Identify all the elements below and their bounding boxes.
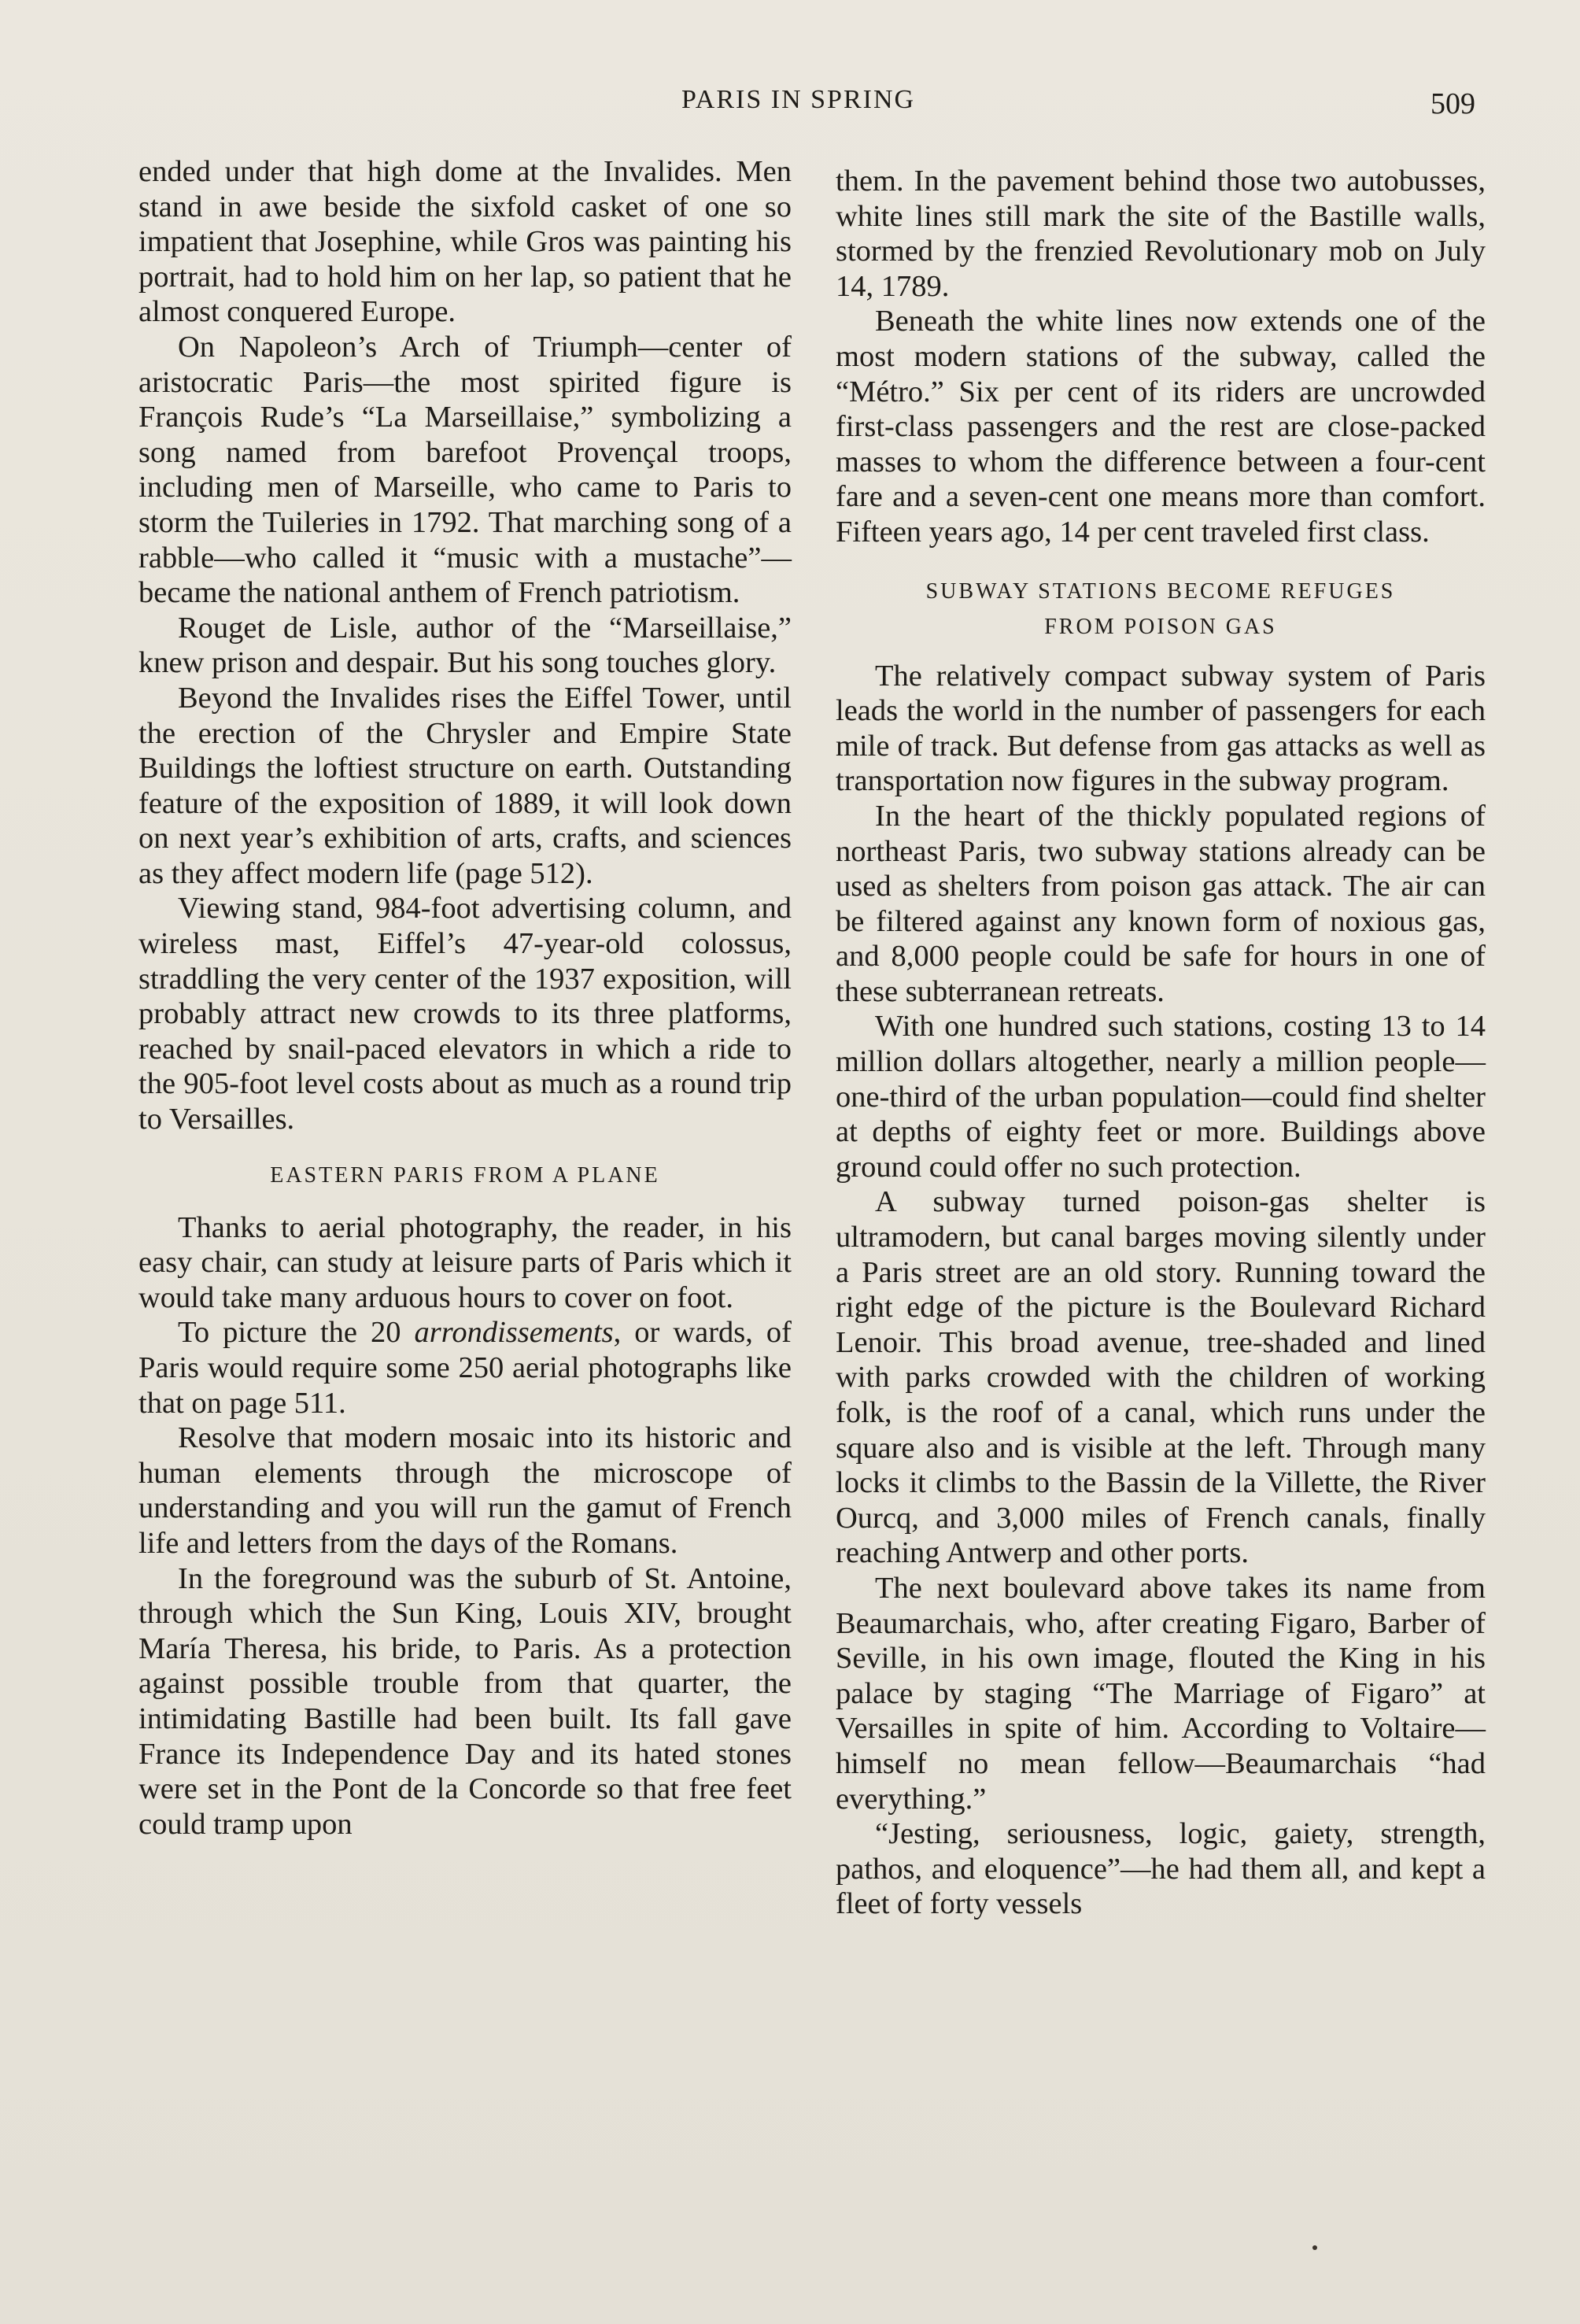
section-heading-line: SUBWAY STATIONS BECOME REFUGES bbox=[925, 578, 1396, 604]
section-heading: EASTERN PARIS FROM A PLANE bbox=[270, 1162, 660, 1188]
paragraph: On Napoleon’s Arch of Triumph—center of aristocratic Paris—the most spirited figure is François Rude’s “La Marseillaise,” symbolizing a song named from barefoot Provençal troops, including men of Marseille, who came to Paris to storm the Tuileries in 1792. That marching song of a rabble—who called it “music with a mustache”—became the national anthem of French patriotism. bbox=[138, 330, 792, 610]
ink-speck bbox=[1312, 2245, 1317, 2250]
paragraph: Beneath the white lines now extends one of the most modern stations of the subway, called the “Métro.” Six per cent of its riders are uncrowded first-class passengers and the rest are close-packed masses to whom the difference between a four-cent fare and a seven-cent one means more than comfort. Fifteen years ago, 14 per cent traveled first class. bbox=[836, 305, 1486, 549]
paragraph-text: To picture the 20 bbox=[178, 1316, 415, 1350]
paragraph: In the heart of the thickly populated regions of northeast Paris, two subway stations already can be used as shelters from poison gas attack. The air can be filtered against any known form of noxious gas, and 8,000 people could be safe for hours in one of these subterranean retreats. bbox=[836, 799, 1486, 1008]
paragraph: Beyond the Invalides rises the Eiffel Tower, until the erection of the Chrysler and Empire State Buildings the loftiest structure on earth. Outstanding feature of the exposition of 1889, it will look down on next year’s exhibition of arts, crafts, and sciences as they affect modern life (page 512). bbox=[138, 681, 792, 890]
paragraph: A subway turned poison-gas shelter is ultramodern, but canal barges moving silently under a Paris street are an old story. Running toward the right edge of the picture is the Boulevard Richard Lenoir. This broad avenue, tree-shaded and lined with parks crowded with the children of working folk, is the roof of a canal, which runs under the square also and is visible at the left. Through many locks it climbs to the Bassin de la Villette, the River Ourcq, and 3,000 miles of French canals, finally reaching Antwerp and other ports. bbox=[836, 1185, 1486, 1570]
paragraph: ended under that high dome at the Invalides. Men stand in awe beside the sixfold casket of one so impatient that Josephine, while Gros was painting his portrait, had to hold him on her lap, so patient that he almost conquered Europe. bbox=[138, 155, 792, 329]
paragraph-text: , or wards, of Paris would require some 250 aerial photographs like that on page 511. bbox=[138, 1316, 792, 1420]
paragraph: Thanks to aerial photography, the reader, in his easy chair, can study at leisure parts of Paris which it would take many arduous hours to cover on foot. bbox=[138, 1210, 792, 1314]
section-heading-line: FROM POISON GAS bbox=[1044, 614, 1277, 639]
paragraph bbox=[138, 1315, 792, 1421]
paragraph: them. In the pavement behind those two autobusses, white lines still mark the site of the Bastille walls, stormed by the frenzied Revolutionary mob on July 14, 1789. bbox=[836, 164, 1486, 303]
paragraph: The next boulevard above takes its name from Beaumarchais, who, after creating Figaro, Barber of Seville, in his own image, flouted the King in his palace by staging “The Marriage of Figaro” at Versailles in spite of him. According to Voltaire—himself no mean fellow—Beaumarchais “had everything.” bbox=[836, 1571, 1486, 1816]
left-column bbox=[138, 154, 792, 1842]
paragraph: Rouget de Lisle, author of the “Marseillaise,” knew prison and despair. But his song touches glory. bbox=[138, 611, 792, 680]
paragraph: With one hundred such stations, costing 13 to 14 million dollars altogether, nearly a million people—one-third of the urban population—could find shelter at depths of eighty feet or more. Buildings above ground could offer no such protection. bbox=[836, 1010, 1486, 1184]
running-title: PARIS IN SPRING bbox=[681, 85, 916, 114]
running-head bbox=[0, 85, 1580, 124]
page-number: 509 bbox=[1430, 87, 1475, 120]
paragraph: The relatively compact subway system of Paris leads the world in the number of passengers for each mile of track. But defense from gas attacks as well as transportation now figures in the subway program. bbox=[836, 659, 1486, 798]
paragraph: Viewing stand, 984-foot advertising column, and wireless mast, Eiffel’s 47-year-old colossus, straddling the very center of the 1937 exposition, will probably attract new crowds to its three platforms, reached by snail-paced elevators in which a ride to the 905-foot level costs about as much as a round trip to Versailles. bbox=[138, 892, 792, 1136]
italic-term: arrondissements bbox=[414, 1316, 614, 1350]
paragraph: “Jesting, seriousness, logic, gaiety, strength, pathos, and eloquence”—he had them all, and kept a fleet of forty vessels bbox=[836, 1817, 1486, 1921]
paragraph: In the foreground was the suburb of St. Antoine, through which the Sun King, Louis XIV, brought María Theresa, his bride, to Paris. As a protection against possible trouble from that quarter, the intimidating Bastille had been built. Its fall gave France its Independence Day and its hated stones were set in the Pont de la Concorde so that free feet could tramp upon bbox=[138, 1561, 792, 1841]
paragraph: Resolve that modern mosaic into its historic and human elements through the microscope of understanding and you will run the gamut of French life and letters from the days of the Romans. bbox=[138, 1421, 792, 1560]
section-heading bbox=[836, 574, 1486, 645]
right-column bbox=[836, 164, 1486, 1922]
